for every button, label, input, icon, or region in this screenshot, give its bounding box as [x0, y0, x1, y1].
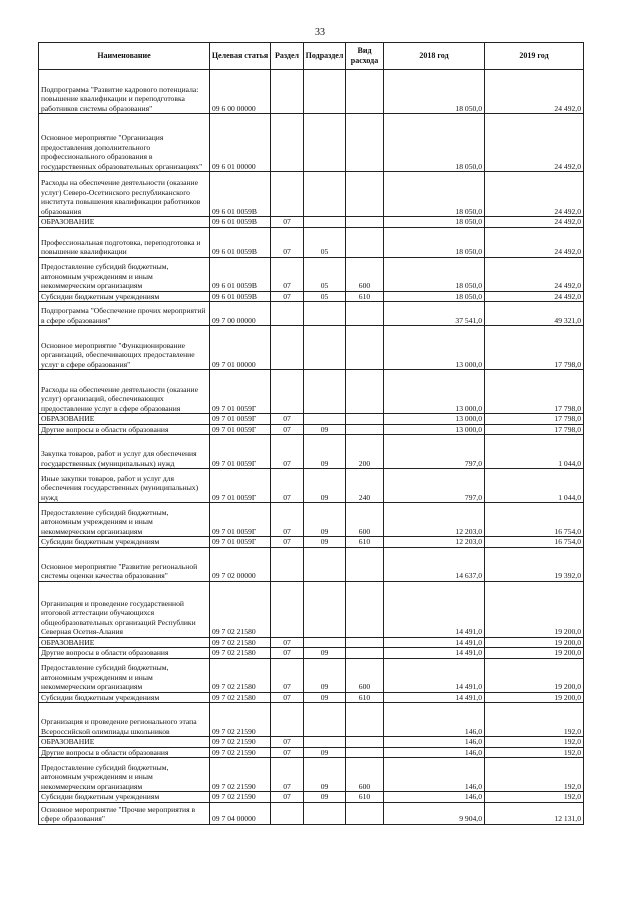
row-target-article: 09 6 01 0059В	[210, 291, 271, 302]
row-section: 07	[271, 217, 304, 228]
row-subsection: 09	[304, 658, 346, 692]
row-amount-2019: 1 044,0	[485, 469, 584, 503]
row-name: Основное мероприятие "Функционирование организаций, обеспечивающих предоставление услуг в сфере образования"	[39, 326, 210, 370]
table-row	[39, 637, 584, 648]
row-target-article: 09 7 02 21580	[210, 637, 271, 648]
col-header-section: Раздел	[271, 43, 304, 70]
row-amount-2019: 49 321,0	[485, 302, 584, 326]
row-expense-kind: 240	[346, 469, 384, 503]
row-target-article: 09 6 00 00000	[210, 70, 271, 114]
row-name: Организация и проведение регионального этапа Всероссийской олимпиады школьников	[39, 703, 210, 737]
row-section: 07	[271, 469, 304, 503]
row-amount-2018: 12 203,0	[384, 503, 485, 537]
row-name: Другие вопросы в области образования	[39, 648, 210, 659]
table-row	[39, 503, 584, 537]
row-expense-kind	[346, 70, 384, 114]
table-row	[39, 692, 584, 703]
row-amount-2018: 18 050,0	[384, 70, 485, 114]
row-amount-2018: 13 000,0	[384, 424, 485, 435]
row-name: ОБРАЗОВАНИЕ	[39, 414, 210, 425]
row-name: Основное мероприятие "Развитие региональной системы оценки качества образования"	[39, 547, 210, 581]
table-body	[39, 70, 584, 825]
row-subsection: 09	[304, 648, 346, 659]
page-number: 33	[315, 27, 325, 38]
col-header-2019: 2019 год	[485, 43, 584, 70]
row-subsection	[304, 581, 346, 637]
row-subsection: 05	[304, 227, 346, 257]
table-row	[39, 537, 584, 548]
row-target-article: 09 7 01 0059Г	[210, 469, 271, 503]
table-row	[39, 424, 584, 435]
row-name: Основное мероприятие "Организация предоставления дополнительного профессионального образования в государственных образовательных организациях"	[39, 114, 210, 172]
row-target-article: 09 7 01 0059Г	[210, 537, 271, 548]
row-section	[271, 703, 304, 737]
row-expense-kind	[346, 737, 384, 748]
row-section	[271, 547, 304, 581]
row-amount-2018: 18 050,0	[384, 172, 485, 217]
row-expense-kind	[346, 172, 384, 217]
row-expense-kind	[346, 424, 384, 435]
row-subsection: 05	[304, 257, 346, 291]
row-subsection	[304, 217, 346, 228]
row-target-article: 09 7 02 21590	[210, 703, 271, 737]
row-expense-kind: 600	[346, 658, 384, 692]
row-section: 07	[271, 637, 304, 648]
row-subsection: 09	[304, 692, 346, 703]
row-subsection	[304, 737, 346, 748]
row-target-article: 09 7 01 0059Г	[210, 503, 271, 537]
row-expense-kind: 610	[346, 692, 384, 703]
row-section: 07	[271, 291, 304, 302]
table-row	[39, 547, 584, 581]
row-amount-2018: 14 491,0	[384, 637, 485, 648]
row-target-article: 09 7 02 21590	[210, 758, 271, 792]
row-section: 07	[271, 648, 304, 659]
col-header-expense-kind: Вид расхода	[346, 43, 384, 70]
row-amount-2019: 19 200,0	[485, 637, 584, 648]
row-target-article: 09 7 01 0059Г	[210, 424, 271, 435]
row-section: 07	[271, 792, 304, 803]
row-target-article: 09 7 01 00000	[210, 326, 271, 370]
row-expense-kind: 600	[346, 758, 384, 792]
row-amount-2019: 19 200,0	[485, 648, 584, 659]
row-section: 07	[271, 257, 304, 291]
row-expense-kind	[346, 114, 384, 172]
row-target-article: 09 6 01 00000	[210, 114, 271, 172]
row-name: Другие вопросы в области образования	[39, 424, 210, 435]
row-target-article: 09 7 01 0059Г	[210, 435, 271, 469]
row-section: 07	[271, 503, 304, 537]
row-name: Предоставление субсидий бюджетным, автономным учреждениям и иным некоммерческим организациям	[39, 658, 210, 692]
row-amount-2019: 192,0	[485, 758, 584, 792]
row-amount-2018: 9 904,0	[384, 802, 485, 824]
row-subsection: 09	[304, 758, 346, 792]
row-amount-2018: 146,0	[384, 737, 485, 748]
row-amount-2019: 16 754,0	[485, 537, 584, 548]
row-amount-2019: 19 200,0	[485, 692, 584, 703]
row-amount-2019: 24 492,0	[485, 172, 584, 217]
row-subsection: 09	[304, 435, 346, 469]
row-name: ОБРАЗОВАНИЕ	[39, 217, 210, 228]
table-row	[39, 658, 584, 692]
col-header-name: Наименование	[39, 43, 210, 70]
row-amount-2019: 17 798,0	[485, 414, 584, 425]
row-amount-2018: 18 050,0	[384, 257, 485, 291]
row-section	[271, 326, 304, 370]
row-target-article: 09 7 00 00000	[210, 302, 271, 326]
row-section: 07	[271, 747, 304, 758]
row-name: Субсидии бюджетным учреждениям	[39, 291, 210, 302]
table-row	[39, 648, 584, 659]
row-subsection: 05	[304, 291, 346, 302]
row-name: Подпрограмма "Развитие кадрового потенциала: повышение квалификации и переподготовка работников системы образования"	[39, 70, 210, 114]
row-section	[271, 172, 304, 217]
row-subsection: 09	[304, 503, 346, 537]
col-header-target-article: Целевая статья	[210, 43, 271, 70]
row-name: Закупка товаров, работ и услуг для обеспечения государственных (муниципальных) нужд	[39, 435, 210, 469]
row-subsection	[304, 637, 346, 648]
row-expense-kind	[346, 370, 384, 414]
table-row	[39, 469, 584, 503]
row-amount-2019: 19 200,0	[485, 658, 584, 692]
row-section	[271, 802, 304, 824]
row-subsection	[304, 414, 346, 425]
row-target-article: 09 7 02 21590	[210, 792, 271, 803]
table-row	[39, 802, 584, 824]
row-expense-kind	[346, 648, 384, 659]
row-amount-2018: 18 050,0	[384, 227, 485, 257]
row-amount-2018: 18 050,0	[384, 114, 485, 172]
row-amount-2019: 1 044,0	[485, 435, 584, 469]
row-amount-2019: 24 492,0	[485, 70, 584, 114]
row-expense-kind	[346, 217, 384, 228]
row-target-article: 09 7 02 21580	[210, 581, 271, 637]
row-target-article: 09 6 01 0059В	[210, 257, 271, 291]
row-section: 07	[271, 737, 304, 748]
row-name: Основное мероприятие "Прочие мероприятия в сфере образования"	[39, 802, 210, 824]
row-expense-kind	[346, 747, 384, 758]
row-expense-kind: 610	[346, 537, 384, 548]
row-subsection: 09	[304, 469, 346, 503]
table-row	[39, 758, 584, 792]
row-expense-kind	[346, 302, 384, 326]
row-section: 07	[271, 424, 304, 435]
row-amount-2018: 12 203,0	[384, 537, 485, 548]
table-row	[39, 435, 584, 469]
row-subsection: 09	[304, 792, 346, 803]
row-name: Предоставление субсидий бюджетным, автономным учреждениям и иным некоммерческим организациям	[39, 758, 210, 792]
row-expense-kind: 200	[346, 435, 384, 469]
table-row	[39, 370, 584, 414]
row-expense-kind	[346, 802, 384, 824]
row-target-article: 09 7 01 0059Г	[210, 414, 271, 425]
row-amount-2018: 146,0	[384, 703, 485, 737]
table-row	[39, 792, 584, 803]
row-subsection	[304, 802, 346, 824]
row-target-article: 09 7 02 21580	[210, 692, 271, 703]
row-name: ОБРАЗОВАНИЕ	[39, 737, 210, 748]
table-row	[39, 581, 584, 637]
row-name: Субсидии бюджетным учреждениям	[39, 692, 210, 703]
row-amount-2019: 192,0	[485, 737, 584, 748]
row-subsection	[304, 70, 346, 114]
row-amount-2018: 146,0	[384, 792, 485, 803]
row-name: Профессиональная подготовка, переподготовка и повышение квалификации	[39, 227, 210, 257]
row-expense-kind	[346, 414, 384, 425]
row-expense-kind	[346, 581, 384, 637]
row-amount-2018: 797,0	[384, 435, 485, 469]
row-name: ОБРАЗОВАНИЕ	[39, 637, 210, 648]
row-name: Иные закупки товаров, работ и услуг для обеспечения государственных (муниципальных) нужд	[39, 469, 210, 503]
row-section: 07	[271, 758, 304, 792]
row-amount-2019: 24 492,0	[485, 291, 584, 302]
row-target-article: 09 7 02 21580	[210, 648, 271, 659]
table-row	[39, 70, 584, 114]
row-expense-kind: 610	[346, 792, 384, 803]
row-expense-kind: 610	[346, 291, 384, 302]
row-amount-2019: 192,0	[485, 747, 584, 758]
table-row	[39, 227, 584, 257]
row-subsection	[304, 302, 346, 326]
row-section: 07	[271, 414, 304, 425]
row-name: Предоставление субсидий бюджетным, автономным учреждениям и иным некоммерческим организациям	[39, 503, 210, 537]
row-section	[271, 581, 304, 637]
table-row	[39, 326, 584, 370]
row-target-article: 09 6 01 0059В	[210, 217, 271, 228]
row-target-article: 09 7 02 00000	[210, 547, 271, 581]
row-amount-2018: 14 637,0	[384, 547, 485, 581]
row-amount-2019: 17 798,0	[485, 370, 584, 414]
row-section	[271, 114, 304, 172]
row-amount-2019: 24 492,0	[485, 217, 584, 228]
table-header-row	[39, 43, 584, 70]
row-expense-kind	[346, 703, 384, 737]
row-amount-2019: 19 392,0	[485, 547, 584, 581]
row-expense-kind	[346, 227, 384, 257]
row-amount-2019: 192,0	[485, 703, 584, 737]
row-section: 07	[271, 658, 304, 692]
row-expense-kind	[346, 547, 384, 581]
table-row	[39, 703, 584, 737]
row-amount-2018: 146,0	[384, 747, 485, 758]
row-section: 07	[271, 537, 304, 548]
col-header-subsection: Подраздел	[304, 43, 346, 70]
row-amount-2019: 17 798,0	[485, 424, 584, 435]
row-subsection: 09	[304, 424, 346, 435]
row-target-article: 09 7 01 0059Г	[210, 370, 271, 414]
row-amount-2018: 14 491,0	[384, 658, 485, 692]
row-amount-2018: 797,0	[384, 469, 485, 503]
row-amount-2018: 13 000,0	[384, 326, 485, 370]
row-target-article: 09 7 02 21590	[210, 747, 271, 758]
row-section: 07	[271, 692, 304, 703]
table-row	[39, 217, 584, 228]
row-amount-2019: 17 798,0	[485, 326, 584, 370]
row-amount-2018: 14 491,0	[384, 581, 485, 637]
row-section	[271, 70, 304, 114]
row-amount-2019: 24 492,0	[485, 257, 584, 291]
row-subsection	[304, 114, 346, 172]
row-expense-kind	[346, 637, 384, 648]
row-amount-2019: 24 492,0	[485, 114, 584, 172]
row-amount-2019: 192,0	[485, 792, 584, 803]
table-row	[39, 291, 584, 302]
table-row	[39, 257, 584, 291]
table-row	[39, 737, 584, 748]
row-amount-2019: 16 754,0	[485, 503, 584, 537]
row-amount-2019: 24 492,0	[485, 227, 584, 257]
budget-table	[38, 42, 584, 825]
row-amount-2019: 12 131,0	[485, 802, 584, 824]
row-name: Другие вопросы в области образования	[39, 747, 210, 758]
row-section: 07	[271, 227, 304, 257]
row-amount-2018: 14 491,0	[384, 648, 485, 659]
row-expense-kind: 600	[346, 257, 384, 291]
row-amount-2018: 37 541,0	[384, 302, 485, 326]
row-subsection	[304, 703, 346, 737]
row-subsection	[304, 172, 346, 217]
row-target-article: 09 7 04 00000	[210, 802, 271, 824]
row-section	[271, 302, 304, 326]
col-header-2018: 2018 год	[384, 43, 485, 70]
row-name: Субсидии бюджетным учреждениям	[39, 537, 210, 548]
row-name: Расходы на обеспечение деятельности (оказание услуг) организаций, обеспечивающих предоставление услуг в сфере образования	[39, 370, 210, 414]
row-target-article: 09 7 02 21590	[210, 737, 271, 748]
row-subsection: 09	[304, 747, 346, 758]
table-row	[39, 302, 584, 326]
table-row	[39, 114, 584, 172]
row-target-article: 09 6 01 0059В	[210, 227, 271, 257]
row-amount-2019: 19 200,0	[485, 581, 584, 637]
row-amount-2018: 14 491,0	[384, 692, 485, 703]
row-expense-kind	[346, 326, 384, 370]
row-name: Подпрограмма "Обеспечение прочих мероприятий в сфере образования"	[39, 302, 210, 326]
table-row	[39, 414, 584, 425]
row-target-article: 09 6 01 0059В	[210, 172, 271, 217]
row-amount-2018: 18 050,0	[384, 291, 485, 302]
row-section: 07	[271, 435, 304, 469]
row-name: Расходы на обеспечение деятельности (оказание услуг) Северо-Осетинского республиканского института повышения квалификации работников образования	[39, 172, 210, 217]
row-target-article: 09 7 02 21580	[210, 658, 271, 692]
row-expense-kind: 600	[346, 503, 384, 537]
row-amount-2018: 146,0	[384, 758, 485, 792]
row-amount-2018: 13 000,0	[384, 414, 485, 425]
row-section	[271, 370, 304, 414]
row-name: Предоставление субсидий бюджетным, автономным учреждениям и иным некоммерческим организациям	[39, 257, 210, 291]
row-amount-2018: 13 000,0	[384, 370, 485, 414]
table-row	[39, 747, 584, 758]
row-subsection	[304, 370, 346, 414]
table-row	[39, 172, 584, 217]
row-subsection	[304, 326, 346, 370]
row-subsection	[304, 547, 346, 581]
row-subsection: 09	[304, 537, 346, 548]
row-name: Организация и проведение государственной итоговой аттестации обучающихся общеобразовательных организаций Республики Северная Осетия-Алания	[39, 581, 210, 637]
row-name: Субсидии бюджетным учреждениям	[39, 792, 210, 803]
row-amount-2018: 18 050,0	[384, 217, 485, 228]
